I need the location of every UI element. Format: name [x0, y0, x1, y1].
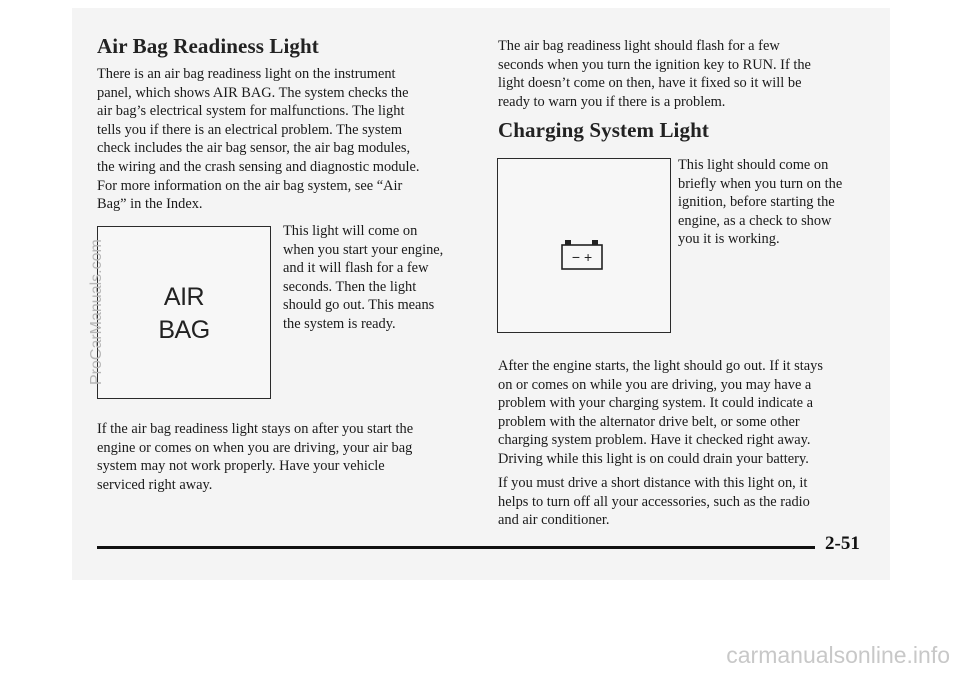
footer-rule — [97, 546, 815, 549]
charging-short-distance-paragraph: If you must drive a short distance with this light on, it helps to turn off all your accessories, such as the radio and air conditioner. — [498, 475, 810, 529]
charging-after-start-paragraph: After the engine starts, the light should go out. If it stays on or comes on while you are driving, you may have a problem with your charging system. It could indicate a problem with the alternator drive belt, or some other charging system problem. Have it checked right away. Driving while this light is on could drain your battery. — [498, 358, 823, 467]
charging-heading: Charging System Light — [498, 118, 709, 142]
airbag-indicator-text: This light will come on when you start your engine, and it will flash for a few seconds. Then the light should go out. This means the system is ready. — [283, 223, 444, 332]
airbag-warning-paragraph: If the air bag readiness light stays on after you start the engine or comes on when you are driving, your air bag system may not work properly. Have your vehicle serviced right away. — [97, 421, 414, 493]
airbag-indicator-box — [97, 226, 271, 399]
battery-symbol: − + — [571, 249, 593, 265]
charging-indicator-text: This light should come on briefly when you turn on the ignition, before starting the engine, as a check to show you it is working. — [678, 157, 843, 248]
airbag-intro-paragraph: There is an air bag readiness light on the instrument panel, which shows AIR BAG. The system checks the air bag’s electrical system for malfunctions. The light tells you if there is an electrical problem. The system check includes the air bag sensor, the air bag modules, the wiring and the crash sensing and diagnostic module. For more information on the air bag system, see “Air Bag” in the Index. — [97, 66, 420, 213]
bottom-watermark: carmanualsonline.info — [726, 642, 950, 668]
airbag-heading: Air Bag Readiness Light — [97, 34, 319, 58]
side-watermark: ProCarManuals.com — [88, 239, 105, 385]
page-number: 2-51 — [825, 533, 860, 554]
battery-icon — [560, 240, 606, 270]
airbag-indicator-label: AIR BAG — [158, 283, 210, 344]
charging-indicator-box — [497, 158, 671, 333]
airbag-flash-paragraph: The air bag readiness light should flash for a few seconds when you turn the ignition key to RUN. If the light doesn’t come on then, have it fixed so it will be ready to warn you if there is a problem. — [498, 38, 811, 110]
